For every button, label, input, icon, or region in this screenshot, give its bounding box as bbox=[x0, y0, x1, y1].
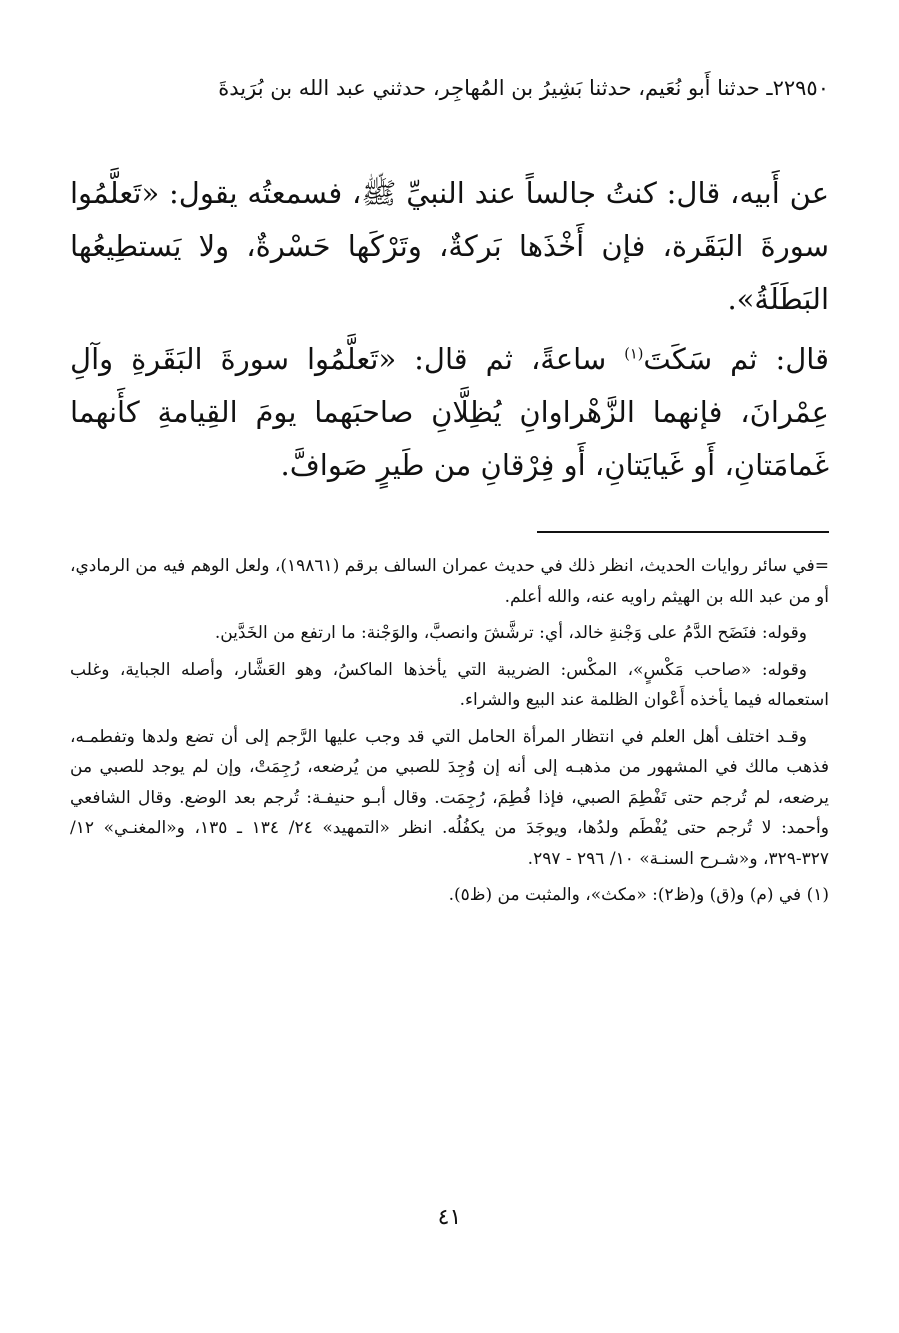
footnote-reference-mark: (١) bbox=[624, 346, 644, 363]
footnote-1: (١) في (م) و(ق) و(ظ٢): «مكث»، والمثبت من (ظ٥). bbox=[448, 885, 829, 905]
note-continuation: =في سائر روايات الحديث، انظر ذلك في حديث عمران السالف برقم (١٩٨٦١)، ولعل الوهم فيه من الرمادي، أو من عبد الله بن الهيثم راويه عنه، والله أعلم. bbox=[70, 556, 829, 607]
hadith-matn-paragraph-1: عن أَبيه، قال: كنتُ جالساً عند النبيِّ ﷺ، فسمعتُه يقول: «تَعلَّمُوا سورةَ البَقَرة، فإن أَخْذَها بَركةٌ، وتَرْكَها حَسْرةٌ، ولا يَستطِيعُها البَطَلَةُ». bbox=[70, 176, 829, 316]
page-number: ٤١ bbox=[437, 1205, 462, 1230]
note-wajna: وقوله: فنَضَح الدَّمُ على وَجْنةِ خالد، أي: ترشَّشَ وانصبَّ، والوَجْنة: ما ارتفع من الخَدَّين. bbox=[214, 623, 807, 643]
hadith-matn-paragraph-2 bbox=[70, 333, 829, 492]
footnotes-section bbox=[70, 551, 829, 917]
matn-text-before-mark: قال: ثم سَكَتَ bbox=[643, 342, 829, 376]
hadith-isnad: ٢٢٩٥٠ـ حدثنا أَبو نُعَيم، حدثنا بَشِيرُ بن المُهاجِر، حدثني عبد الله بن بُرَيدةَ bbox=[218, 76, 829, 100]
footnote-separator-rule bbox=[537, 531, 829, 533]
note-stoning-pregnant: وقـد اختلف أهل العلم في انتظار المرأة الحامل التي قد وجب عليها الرَّجم إلى أن تضع ولدها وتفطمـه، فذهب مالك في المشهور من مذهبـه إلى أنه إن وُجِدَ للصبي من يُرضعه، رُجِمَتْ، وإن لم يوجد للصبي من يرضعه، لم تُرجم حتى تَفْطِمَ الصبي، فإذا فُطِمَ، رُجِمَت. وقال أبـو حنيفـة: تُرجم بعد الوضع. وقال الشافعي وأحمد: لا تُرجم حتى يُفْطَم ولدُها، ويوجَدَ من يكفُلُه. انظر «التمهيد» ٢٤/ ١٣٤ ـ ١٣٥، و«المغنـي» ١٢/ ٣٢٧-٣٢٩، و«شـرح السنـة» ١٠/ ٢٩٦ - ٢٩٧. bbox=[70, 726, 829, 869]
note-maks: وقوله: «صاحب مَكْسٍ»، المكْس: الضريبة التي يأخذها الماكسُ، وهو العَشَّار، وأصله الجباية، وغلب استعماله فيما يأخذه أَعْوان الظلمة عند البيع والشراء. bbox=[70, 659, 829, 710]
matn-text-after-mark: ساعةً، ثم قال: «تَعلَّمُوا سورةَ البَقَرةِ وآلِ عِمْرانَ، فإنهما الزَّهْراوانِ يُظِلَّانِ صاحبَهما يومَ القِيامةِ كأَنهما غَمامَتانِ، أَو غَيايَتانِ، أَو فِرْقانِ من طَيرٍ صَوافَّ. bbox=[70, 342, 829, 482]
